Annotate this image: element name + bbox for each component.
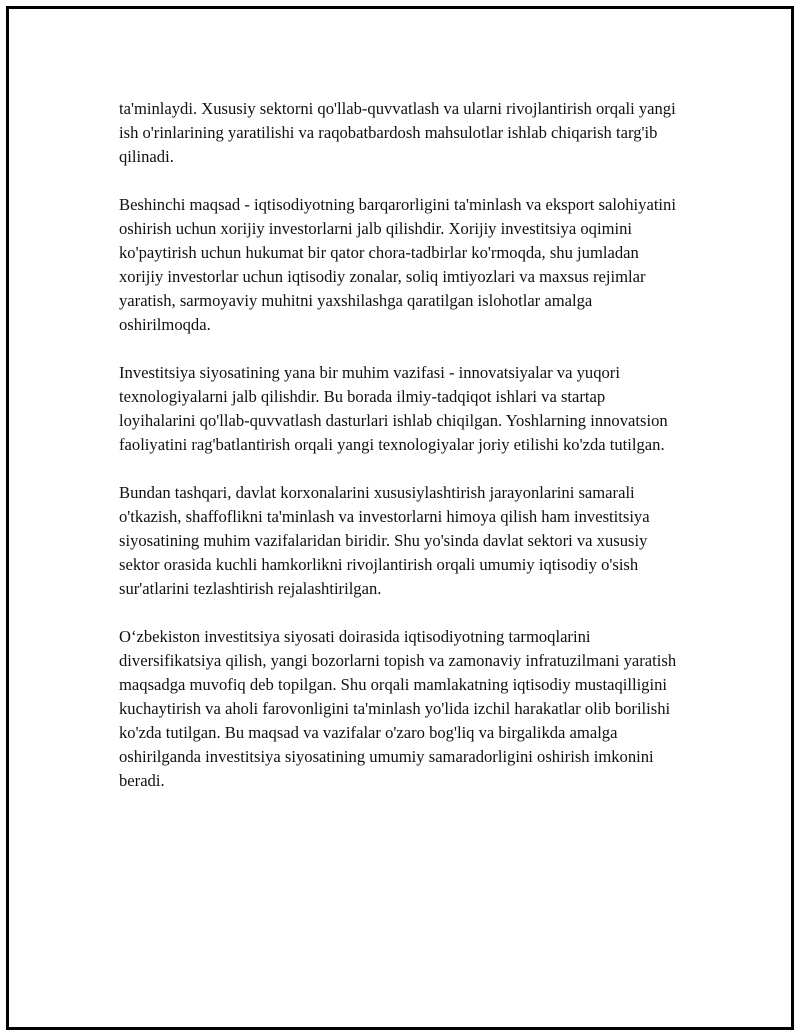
paragraph-1: ta'minlaydi. Xususiy sektorni qo'llab-quvvatlash va ularni rivojlantirish orqali yangi ish o'rinlarining yaratilishi va raqobatbardosh mahsulotlar ishlab chiqarish targ'ib qilinadi.: [119, 99, 676, 166]
page-frame: [6, 6, 794, 1030]
paragraph-2: Beshinchi maqsad - iqtisodiyotning barqarorligini ta'minlash va eksport salohiyatini oshirish uchun xorijiy investorlarni jalb qilishdir. Xorijiy investitsiya oqimini ko'paytirish uchun hukumat bir qator chora-tadbirlar ko'rmoqda, shu jumladan xorijiy investorlar uchun iqtisodiy zonalar, soliq imtiyozlari va maxsus rejimlar yaratish, sarmoyaviy muhitni yaxshilashga qaratilgan islohotlar amalga oshirilmoqda.: [119, 195, 676, 334]
paragraph-5: O‘zbekiston investitsiya siyosati doirasida iqtisodiyotning tarmoqlarini diversifikatsiya qilish, yangi bozorlarni topish va zamonaviy infratuzilmani yaratish maqsadga muvofiq deb topilgan. Shu orqali mamlakatning iqtisodiy mustaqilligini kuchaytirish va aholi farovonligini ta'minlash yo'lida izchil harakatlar olib borilishi ko'zda tutilgan. Bu maqsad va vazifalar o'zaro bog'liq va birgalikda amalga oshirilganda investitsiya siyosatining umumiy samaradorligini oshirish imkonini beradi.: [119, 627, 677, 790]
paragraph-3: Investitsiya siyosatining yana bir muhim vazifasi - innovatsiyalar va yuqori texnologiyalarni jalb qilishdir. Bu borada ilmiy-tadqiqot ishlari va startap loyihalarini qo'llab-quvvatlash dasturlari ishlab chiqilgan. Yoshlarning innovatsion faoliyatini rag'batlantirish orqali yangi texnologiyalar joriy etilishi ko'zda tutilgan.: [119, 363, 668, 454]
paragraph-4: Bundan tashqari, davlat korxonalarini xususiylashtirish jarayonlarini samarali o'tkazish, shaffoflikni ta'minlash va investorlarni himoya qilish ham investitsiya siyosatining muhim vazifalaridan biridir. Shu yo'sinda davlat sektori va xususiy sektor orasida kuchli hamkorlikni rivojlantirish orqali umumiy iqtisodiy o'sish sur'atlarini tezlashtirish rejalashtirilgan.: [119, 483, 650, 598]
document-body: [119, 97, 679, 817]
